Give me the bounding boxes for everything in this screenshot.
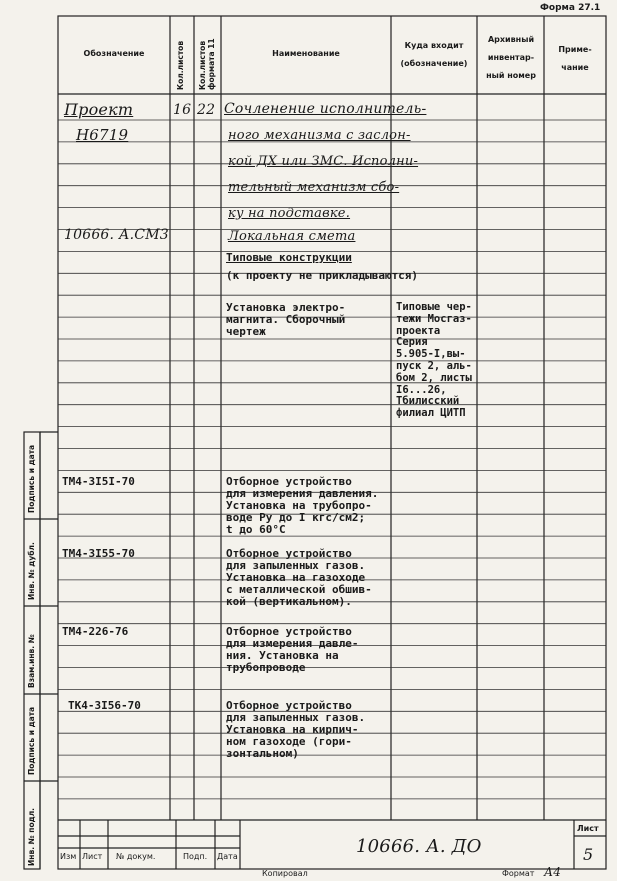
entry-name-line: для запыленных газов. xyxy=(226,559,366,572)
typical-source-line: Тбилисский xyxy=(396,395,460,408)
header-sheets-count: Кол.листов xyxy=(176,40,185,90)
header-archive-1: Архивный xyxy=(487,35,535,44)
header-sheets-format: Кол.листов формата 11 xyxy=(198,38,216,90)
sheets-format-value: 22 xyxy=(197,102,216,118)
entry-code: ТМ4-3I5I-70 xyxy=(62,475,135,488)
typical-source-line: Серия xyxy=(396,336,428,349)
typical-source-line: бом 2, листы xyxy=(396,371,472,384)
footer-format-label: Формат xyxy=(502,869,535,878)
typical-source-line: Типовые чер- xyxy=(396,301,472,313)
typical-item-line-3: чертеж xyxy=(226,325,266,338)
side-stamp-original-inv: Инв. № подл. xyxy=(27,807,36,866)
typical-source-line: I6...26, xyxy=(396,383,447,396)
typical-note: (к проекту не прикладываются) xyxy=(226,269,419,282)
name-line-1: Сочленение исполнитель- xyxy=(224,101,427,117)
entry-name-line: Отборное устройство xyxy=(226,699,352,712)
header-archive-2: инвентар- xyxy=(487,53,535,62)
entry-code: ТК4-3I56-70 xyxy=(68,699,141,712)
header-archive-3: ный номер xyxy=(486,71,536,80)
side-stamp-replacement-inv: Инв. № дубл. xyxy=(27,542,36,600)
project-label: Проект xyxy=(64,100,134,119)
entry-name-line: трубопроводе xyxy=(226,661,306,674)
title-list: Лист xyxy=(82,852,103,861)
typical-source-line: пуск 2, аль- xyxy=(396,360,472,372)
entry-name-line: Отборное устройство xyxy=(226,475,352,488)
form-label: Форма 27.1 xyxy=(540,3,601,13)
entry-name-line: для измерения давле- xyxy=(226,637,359,650)
entry-name-line: кой (вертикальном). xyxy=(226,595,352,608)
typical-source-line: тежи Мосгаз- xyxy=(396,312,472,325)
name-line-2: ного механизма с заслон- xyxy=(228,128,411,143)
entry-name-line: с металлической обшив- xyxy=(226,583,372,596)
project-number: Н6719 xyxy=(76,126,129,144)
name-line-4: тельный механизм сбо- xyxy=(228,180,400,195)
entry-name-line: для измерения давления. xyxy=(226,487,379,500)
entry-name-line: воде Ру до I кгс/см2; xyxy=(226,511,366,524)
estimate-code: 10666. А.СМ3 xyxy=(64,227,169,243)
side-stamp-duplicate-inv: Взам.инв. № xyxy=(27,634,36,688)
title-date: Дата xyxy=(217,852,238,861)
typical-source-line: филиал ЦИТП xyxy=(396,407,466,420)
side-stamp-signature-date-1: Подпись и дата xyxy=(27,444,36,513)
entry-name-line: Отборное устройство xyxy=(226,547,352,560)
header-included-in-1: Куда входит xyxy=(404,41,464,50)
entry-name-line: Установка на трубопро- xyxy=(226,499,372,512)
estimate-name: Локальная смета xyxy=(228,229,356,244)
typical-item-line-1: Установка электро- xyxy=(226,301,346,314)
entry-name-line: ном газоходе (гори- xyxy=(226,735,352,748)
title-doc-no: № докум. xyxy=(116,852,156,861)
name-line-5: ку на подставке. xyxy=(228,206,351,221)
entry-name-line: t до 60°С xyxy=(226,523,286,536)
name-line-3: кой ДХ или ЗМС. Исполни- xyxy=(228,154,419,169)
typical-item-line-2: магнита. Сборочный xyxy=(226,313,346,326)
entry-code: ТМ4-3I55-70 xyxy=(62,547,135,560)
header-name: Наименование xyxy=(272,49,340,58)
header-notes-1: Приме- xyxy=(558,45,592,54)
sheets-count-value: 16 xyxy=(173,102,192,118)
entry-name-line: для запыленных газов. xyxy=(226,711,366,724)
entry-name-line: Установка на газоходе xyxy=(226,571,366,584)
footer-format-value: А4 xyxy=(544,865,562,879)
side-stamp-signature-date-2: Подпись и дата xyxy=(27,706,36,775)
document-code: 10666. А. ДО xyxy=(356,836,482,857)
header-notes-2: чание xyxy=(561,63,589,72)
typical-heading: Типовые конструкции xyxy=(226,251,352,264)
sheet-label: Лист xyxy=(577,824,599,833)
typical-source-line: 5.905-I,вы- xyxy=(396,348,466,361)
title-sign: Подп. xyxy=(183,852,208,861)
header-designation: Обозначение xyxy=(83,49,145,58)
sheet-number: 5 xyxy=(583,845,594,864)
header-included-in-2: (обозначение) xyxy=(400,59,468,68)
entry-name-line: Отборное устройство xyxy=(226,625,352,638)
entry-code: ТМ4-226-76 xyxy=(62,625,129,638)
entry-name-line: зонтальном) xyxy=(226,747,299,760)
entry-name-line: Установка на кирпич- xyxy=(226,723,359,736)
footer-copied: Копировал xyxy=(262,869,308,878)
title-izm: Изм xyxy=(60,852,77,861)
typical-source-line: проекта xyxy=(396,324,441,337)
entry-name-line: ния. Установка на xyxy=(226,649,339,662)
